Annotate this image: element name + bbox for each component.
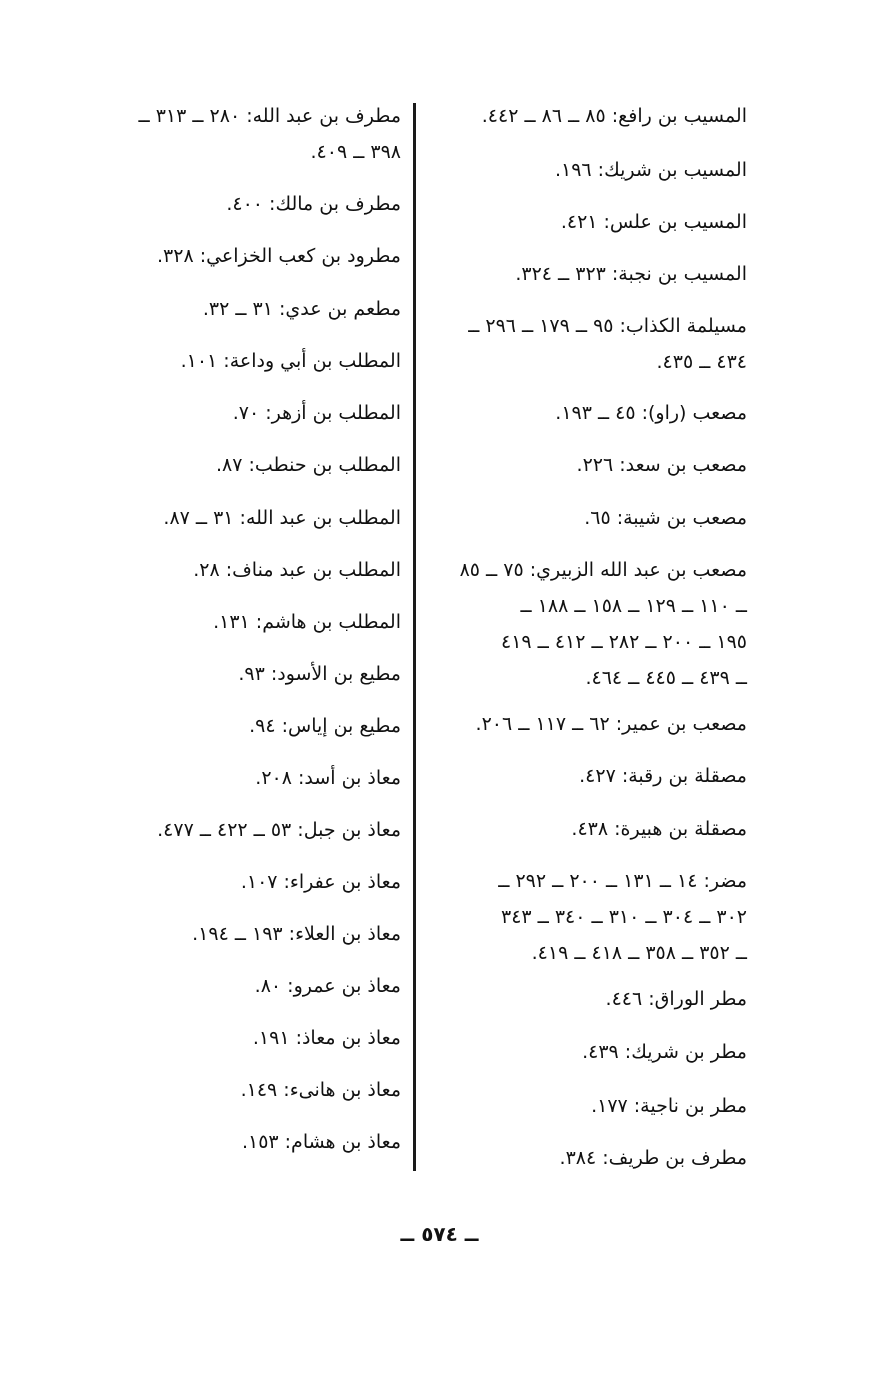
- index-entry: معاذ بن أسد: ٢٠٨.: [255, 767, 401, 789]
- index-entry: مصعب بن عمير: ٦٢ ــ ١١٧ ــ ٢٠٦.: [475, 713, 747, 735]
- index-entry: المطلب بن حنطب: ٨٧.: [215, 454, 401, 476]
- index-entry: مطر بن شريك: ٤٣٩.: [582, 1041, 747, 1063]
- index-entry: مطعم بن عدي: ٣١ ــ ٣٢.: [202, 298, 401, 320]
- index-entry: معاذ بن هشام: ١٥٣.: [241, 1131, 401, 1153]
- index-entry: مطيع بن الأسود: ٩٣.: [238, 663, 401, 685]
- index-entry: المسيب بن علس: ٤٢١.: [560, 211, 747, 233]
- index-entry: مطرف بن عبد الله: ٢٨٠ ــ ٣١٣ ــ ٣٩٨ ــ ٤٠٩.: [138, 105, 401, 163]
- index-entry: مسيلمة الكذاب: ٩٥ ــ ١٧٩ ــ ٢٩٦ ــ ٤٣٤ ــ ٤٣٥.: [468, 315, 747, 373]
- index-entry: مطر بن ناجية: ١٧٧.: [591, 1095, 747, 1117]
- index-entry: مطرف بن طريف: ٣٨٤.: [559, 1147, 747, 1169]
- index-entry: مصعب بن عبد الله الزبيري: ٧٥ ــ ٨٥ ــ ١١٠ ــ ١٢٩ ــ ١٥٨ ــ ١٨٨ ــ ١٩٥ ــ ٢٠٠ ــ ٢٨٢ ــ ٤١٢ ــ ٤١٩ ــ ٤٣٩ ــ ٤٤٥ ــ ٤٦٤.: [459, 559, 747, 689]
- index-entry: مضر: ١٤ ــ ١٣١ ــ ٢٠٠ ــ ٢٩٢ ــ ٣٠٢ ــ ٣٠٤ ــ ٣١٠ ــ ٣٤٠ ــ ٣٤٣ ــ ٣٥٢ ــ ٣٥٨ ــ ٤١٨ ــ ٤١٩.: [498, 870, 747, 964]
- index-entry: معاذ بن العلاء: ١٩٣ ــ ١٩٤.: [192, 923, 401, 945]
- index-entry: معاذ بن جبل: ٥٣ ــ ٤٢٢ ــ ٤٧٧.: [157, 819, 401, 841]
- column-divider: [413, 103, 416, 1171]
- index-entry: مصعب بن سعد: ٢٢٦.: [576, 454, 747, 476]
- index-entry: مصقلة بن رقبة: ٤٢٧.: [579, 765, 747, 787]
- index-entry: المسيب بن نجبة: ٣٢٣ ــ ٣٢٤.: [515, 263, 747, 285]
- index-entry: مصقلة بن هبيرة: ٤٣٨.: [571, 818, 747, 840]
- index-entry: مطر الوراق: ٤٤٦.: [605, 988, 747, 1010]
- index-entry: معاذ بن معاذ: ١٩١.: [252, 1027, 401, 1049]
- index-entry: معاذ بن عفراء: ١٠٧.: [240, 871, 401, 893]
- index-entry: مصعب بن شيبة: ٦٥.: [584, 507, 747, 529]
- index-entry: المسيب بن رافع: ٨٥ ــ ٨٦ ــ ٤٤٢.: [481, 105, 747, 127]
- index-entry: المطلب بن عبد الله: ٣١ ــ ٨٧.: [163, 507, 401, 529]
- index-entry: المطلب بن هاشم: ١٣١.: [213, 611, 401, 633]
- index-entry: المطلب بن أبي وداعة: ١٠١.: [180, 350, 401, 372]
- index-entry: مطرف بن مالك: ٤٠٠.: [226, 193, 401, 215]
- index-entry: المسيب بن شريك: ١٩٦.: [554, 159, 747, 181]
- index-entry: معاذ بن عمرو: ٨٠.: [254, 975, 401, 997]
- page-number: ــ ٥٧٤ ــ: [400, 1222, 479, 1246]
- index-entry: مطيع بن إياس: ٩٤.: [249, 715, 401, 737]
- index-entry: المطلب بن أزهر: ٧٠.: [232, 402, 401, 424]
- index-entry: معاذ بن هانىء: ١٤٩.: [240, 1079, 401, 1101]
- index-entry: مطرود بن كعب الخزاعي: ٣٢٨.: [156, 245, 401, 267]
- index-entry: مصعب (راو): ٤٥ ــ ١٩٣.: [555, 402, 747, 424]
- index-entry: المطلب بن عبد مناف: ٢٨.: [193, 559, 401, 581]
